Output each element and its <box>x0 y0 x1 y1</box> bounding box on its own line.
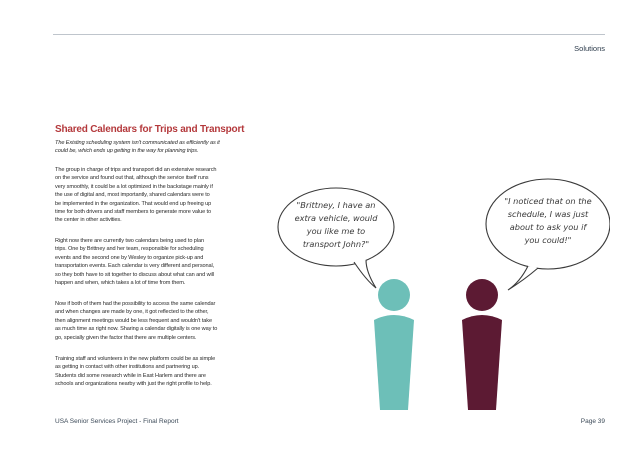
right-quote-line: schedule, I was just <box>507 209 589 219</box>
paragraph-line: on the service and found out that, although the service itself runs <box>55 175 209 182</box>
paragraph-line: transportation events. Each calendar is very different and personal, <box>55 263 215 270</box>
paragraph-line: the center in other activities. <box>55 217 122 224</box>
left-quote-line: extra vehicle, would <box>294 213 378 223</box>
right-quote-line: about to ask you if <box>509 222 587 232</box>
paragraph-line: be implemented in the organization. That would end up freeing up <box>55 200 212 207</box>
paragraph-line: The group in charge of trips and transport did an extensive research <box>55 167 217 173</box>
paragraph-line: so they both have to sit together to discuss about what can and will <box>55 271 214 278</box>
intro-line: The Existing scheduling system isn't communicated as efficiently as it <box>55 140 220 146</box>
footer-report-name: USA Senior Services Project - Final Report <box>55 418 179 425</box>
paragraph-line: happen and when, which takes a lot of time from them. <box>55 280 186 287</box>
paragraph-line: and when changes are made by one, it got reflected to the other, <box>55 309 209 316</box>
header-rule <box>53 34 605 35</box>
paragraph-line: as much time as right now. Sharing a calendar digitally is one way to <box>55 326 218 333</box>
right-quote-line: "I noticed that on the <box>504 196 592 206</box>
left-quote-line: transport John?" <box>302 239 370 249</box>
paragraph-3 <box>55 300 267 342</box>
paragraph-line: go, specially given the factor that there are multiple centers. <box>55 334 197 341</box>
paragraph-line: Now if both of them had the possibility to access the same calendar <box>55 301 216 307</box>
left-quote-line: "Brittney, I have an <box>296 200 376 210</box>
paragraph-line: then alignment meetings would be less frequent and wouldn't take <box>55 317 212 324</box>
paragraph-line: time for both drivers and staff members to generate more value to <box>55 209 212 216</box>
intro-line: could be, which ends up getting in the way for planning trips. <box>55 148 199 155</box>
left-quote-line: you like me to <box>306 226 366 236</box>
paragraph-line: Training staff and volunteers in the new platform could be as simple <box>55 356 216 362</box>
paragraph-line: trips. One by Brittney and her team, responsible for scheduling <box>55 246 204 253</box>
conversation-illustration <box>270 170 610 410</box>
article-intro <box>55 139 267 156</box>
paragraph-line: the use of digital and, most importantly, shared calendars were to <box>55 192 210 199</box>
paragraph-line: Students did some research while in East Harlem and there are <box>55 372 206 379</box>
paragraph-line: very smoothly, it could be a lot optimized in the backstage mainly if <box>55 183 213 190</box>
section-label: Solutions <box>574 44 605 53</box>
paragraph-1 <box>55 166 267 225</box>
paragraph-line: events and the second one by Wesley to organize pick-up and <box>55 254 204 261</box>
paragraph-line: as getting in contact with other institutions and partnering up. <box>55 364 200 371</box>
left-person-figure <box>374 279 414 410</box>
right-quote-line: you could!" <box>524 235 572 245</box>
right-person-figure <box>462 279 502 410</box>
paragraph-4 <box>55 355 267 389</box>
footer-page-number: Page 39 <box>580 418 605 425</box>
paragraph-line: Right now there are currently two calendars being used to plan <box>55 238 204 244</box>
paragraph-line: schools and organizations nearby with just the right profile to help. <box>55 381 212 388</box>
article-title: Shared Calendars for Trips and Transport <box>55 124 245 135</box>
paragraph-2 <box>55 237 267 287</box>
